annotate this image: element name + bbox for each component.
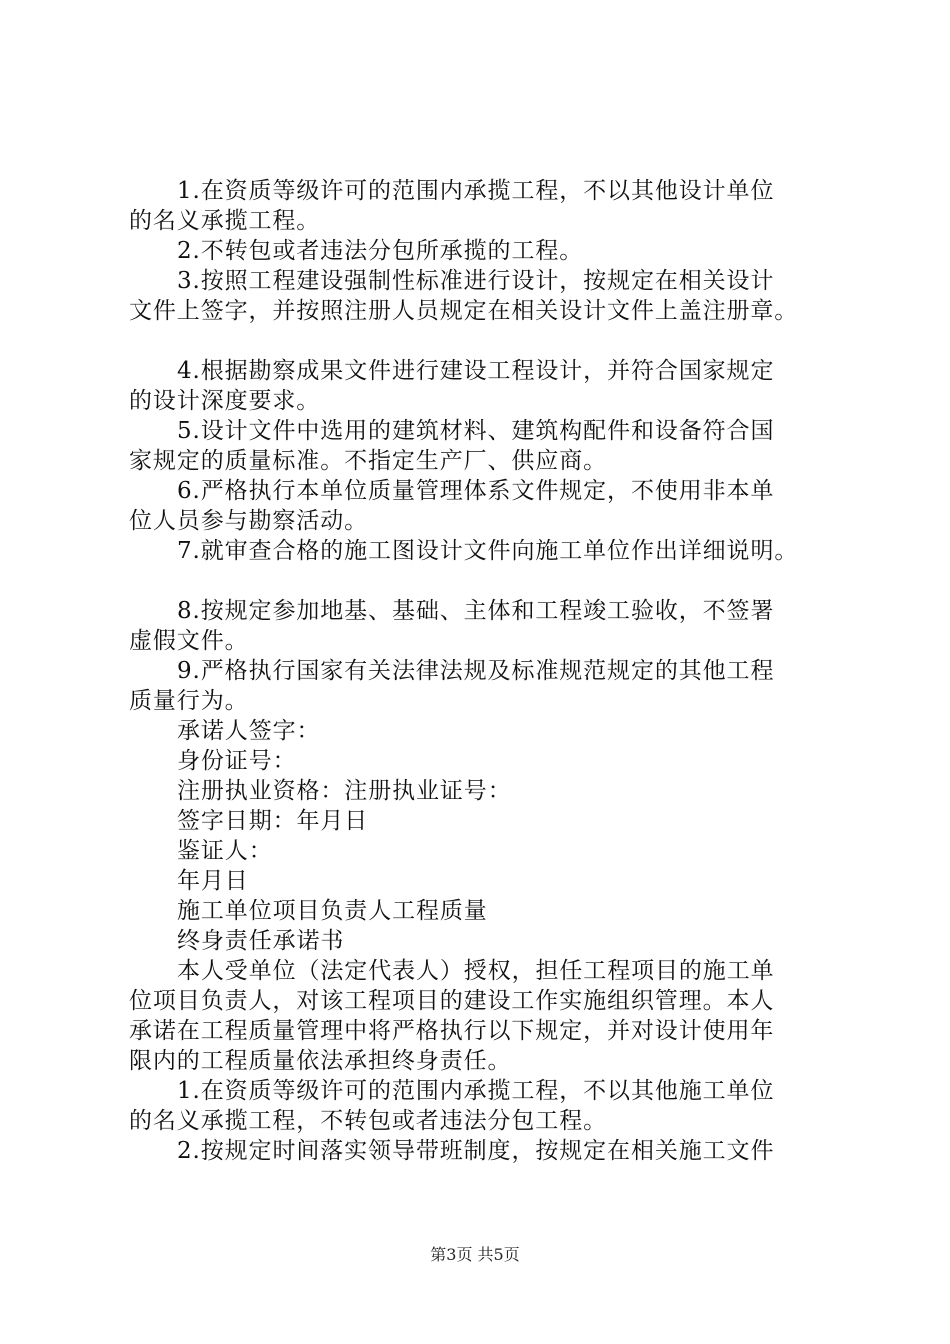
paragraph-line: 6.严格执行本单位质量管理体系文件规定，不使用非本单 [177, 478, 775, 504]
paragraph-line: 5.设计文件中选用的建筑材料、建筑构配件和设备符合国 [177, 418, 775, 444]
paragraph-line: 的设计深度要求。 [129, 388, 321, 414]
document-body [129, 176, 844, 1166]
section-title-line: 施工单位项目负责人工程质量 [177, 898, 488, 924]
paragraph-line: 1.在资质等级许可的范围内承揽工程，不以其他设计单位 [177, 178, 775, 204]
paragraph-line: 虚假文件。 [129, 628, 249, 654]
paragraph-line: 限内的工程质量依法承担终身责任。 [129, 1048, 512, 1074]
paragraph-line: 9.严格执行国家有关法律法规及标准规范规定的其他工程 [177, 658, 775, 684]
paragraph-line: 的名义承揽工程。 [129, 208, 321, 234]
paragraph-line: 2.不转包或者违法分包所承揽的工程。 [177, 238, 584, 264]
paragraph-line: 质量行为。 [129, 688, 249, 714]
paragraph-line: 7.就审查合格的施工图设计文件向施工单位作出详细说明。 [177, 538, 799, 564]
paragraph-line: 位人员参与勘察活动。 [129, 508, 368, 534]
paragraph-line: 家规定的质量标准。不指定生产厂、供应商。 [129, 448, 607, 474]
date-label: 年月日 [177, 868, 249, 894]
id-number-label: 身份证号： [177, 748, 297, 774]
page-footer: 第3页 共5页 [430, 1245, 520, 1264]
section-title-line: 终身责任承诺书 [177, 928, 345, 954]
paragraph-gap [129, 326, 844, 356]
signature-date-label: 签字日期：年月日 [177, 808, 369, 834]
registration-label: 注册执业资格：注册执业证号： [177, 778, 512, 804]
paragraph-line: 4.根据勘察成果文件进行建设工程设计，并符合国家规定 [177, 358, 775, 384]
signature-label: 承诺人签字： [177, 718, 321, 744]
paragraph-line: 2.按规定时间落实领导带班制度，按规定在相关施工文件 [177, 1138, 775, 1164]
paragraph-line: 的名义承揽工程，不转包或者违法分包工程。 [129, 1108, 607, 1134]
paragraph-gap [129, 566, 844, 596]
paragraph-line: 文件上签字，并按照注册人员规定在相关设计文件上盖注册章。 [129, 298, 799, 324]
paragraph-line: 本人受单位（法定代表人）授权，担任工程项目的施工单 [177, 958, 775, 984]
paragraph-line: 3.按照工程建设强制性标准进行设计，按规定在相关设计 [177, 268, 775, 294]
witness-label: 鉴证人： [177, 838, 273, 864]
paragraph-line: 承诺在工程质量管理中将严格执行以下规定，并对设计使用年 [129, 1018, 775, 1044]
paragraph-line: 8.按规定参加地基、基础、主体和工程竣工验收，不签署 [177, 598, 775, 624]
paragraph-line: 位项目负责人，对该工程项目的建设工作实施组织管理。本人 [129, 988, 775, 1014]
paragraph-line: 1.在资质等级许可的范围内承揽工程，不以其他施工单位 [177, 1078, 775, 1104]
